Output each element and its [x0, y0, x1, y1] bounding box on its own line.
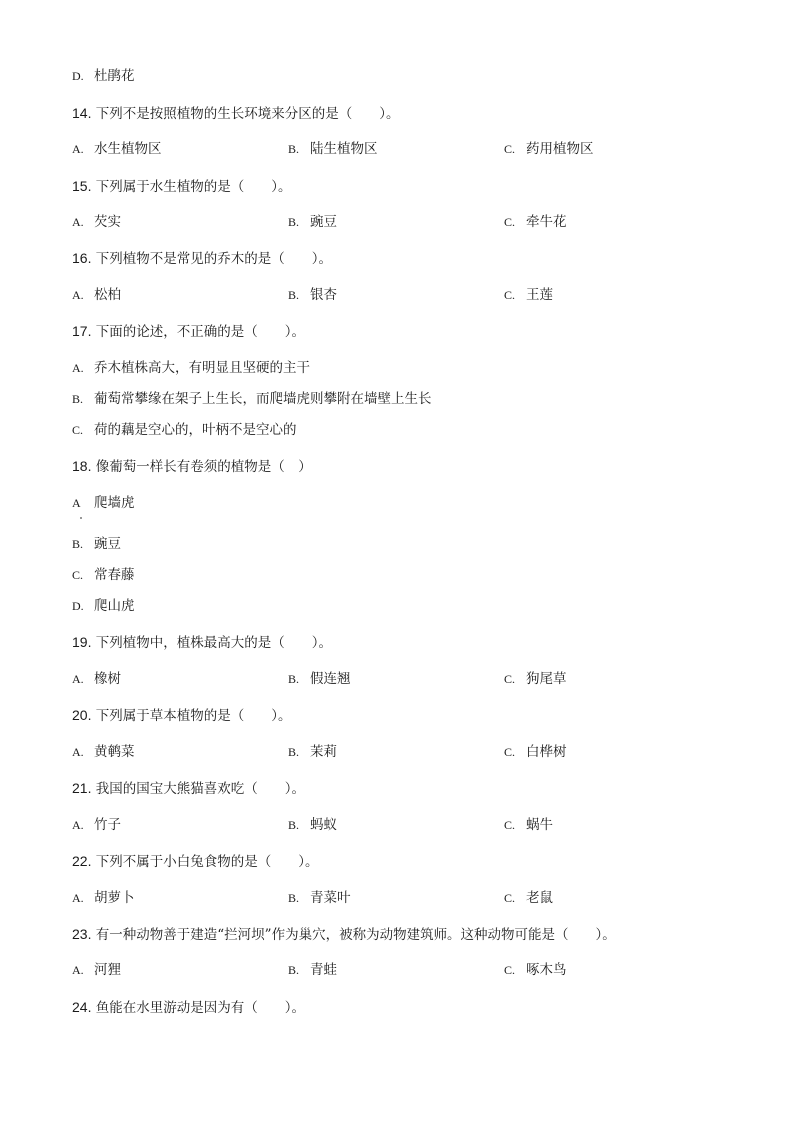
question-number: 19. [72, 634, 92, 650]
question-24 [0, 997, 793, 1017]
option-c-q18: C. 常春藤 [72, 567, 135, 583]
options-q20 [0, 742, 793, 762]
option-a-q17: A. 乔木植株高大，有明显且坚硬的主干 [72, 360, 310, 376]
question-22 [0, 851, 793, 871]
question-17 [0, 321, 793, 341]
option-a: A. 松柏 [72, 287, 121, 303]
question-number: 17. [72, 323, 92, 339]
option-b-q18: B. 豌豆 [72, 536, 121, 552]
option-b: B. 银杏 [288, 287, 337, 303]
question-text: 下列不属于小白兔食物的是（ ）。 [91, 854, 319, 870]
option-d-q18: D. 爬山虎 [72, 598, 135, 614]
question-19 [0, 632, 793, 652]
option-c: C. 王莲 [504, 287, 553, 303]
option-b: B. 青蛙 [288, 962, 337, 978]
question-number: 15. [72, 178, 92, 194]
option-c: C. 狗尾草 [504, 671, 567, 687]
question-number: 24. [72, 999, 92, 1015]
question-text: 下列属于水生植物的是（ ）。 [91, 179, 292, 195]
option-d-q13 [0, 66, 793, 86]
option-b: B. 茉莉 [288, 744, 337, 760]
question-text: 像葡萄一样长有卷须的植物是（ ） [91, 459, 312, 475]
option-a: A. 橡树 [72, 671, 121, 687]
question-text: 下列属于草本植物的是（ ）。 [91, 708, 292, 724]
question-text: 有一种动物善于建造“拦河坝”作为巢穴，被称为动物建筑师。这种动物可能是（ ）。 [91, 927, 616, 943]
option-letter: D. [72, 69, 84, 83]
option-c: C. 牵牛花 [504, 214, 567, 230]
stray-dot [80, 517, 82, 519]
option-a: A. 河狸 [72, 962, 121, 978]
question-text: 鱼能在水里游动是因为有（ ）。 [91, 1000, 306, 1016]
options-q22 [0, 888, 793, 908]
option-b: B. 蚂蚁 [288, 817, 337, 833]
question-number: 21. [72, 780, 92, 796]
question-text: 下面的论述，不正确的是（ ）。 [91, 324, 306, 340]
option-c: C. 蜗牛 [504, 817, 553, 833]
question-21 [0, 778, 793, 798]
options-q23 [0, 960, 793, 980]
option-c: C. 老鼠 [504, 890, 553, 906]
question-18 [0, 456, 793, 476]
option-b: B. 豌豆 [288, 214, 337, 230]
question-text: 我国的国宝大熊猫喜欢吃（ ）。 [91, 781, 306, 797]
option-a: A. 竹子 [72, 817, 121, 833]
question-text: 下列不是按照植物的生长环境来分区的是（ ）。 [91, 106, 400, 122]
question-20 [0, 705, 793, 725]
question-15 [0, 176, 793, 196]
option-b-q17: B. 葡萄常攀缘在架子上生长，而爬墙虎则攀附在墙壁上生长 [72, 391, 432, 407]
question-text: 下列植物中，植株最高大的是（ ）。 [91, 635, 333, 651]
option-a: A. 黄鹌菜 [72, 744, 135, 760]
option-a: A. 水生植物区 [72, 141, 162, 157]
option-a-q18: A 爬墙虎 [72, 495, 135, 511]
options-q19 [0, 669, 793, 689]
option-c: C. 白桦树 [504, 744, 567, 760]
question-text: 下列植物不是常见的乔木的是（ ）。 [91, 251, 333, 267]
question-number: 22. [72, 853, 92, 869]
option-c: C. 药用植物区 [504, 141, 594, 157]
question-14 [0, 103, 793, 123]
option-b: B. 陆生植物区 [288, 141, 378, 157]
option-a: A. 芡实 [72, 214, 121, 230]
option-c: C. 啄木鸟 [504, 962, 567, 978]
question-number: 18. [72, 458, 92, 474]
option-a: A. 胡萝卜 [72, 890, 135, 906]
question-23 [0, 924, 793, 944]
options-q14 [0, 139, 793, 159]
options-q15 [0, 212, 793, 232]
option-b: B. 青菜叶 [288, 890, 351, 906]
question-number: 20. [72, 707, 92, 723]
question-number: 14. [72, 105, 92, 121]
options-q16 [0, 285, 793, 305]
question-number: 23. [72, 926, 92, 942]
options-q21 [0, 815, 793, 835]
option-text: 杜鹃花 [94, 68, 135, 84]
option-c-q17: C. 荷的藕是空心的，叶柄不是空心的 [72, 422, 297, 438]
question-16 [0, 248, 793, 268]
option-b: B. 假连翘 [288, 671, 351, 687]
question-number: 16. [72, 250, 92, 266]
